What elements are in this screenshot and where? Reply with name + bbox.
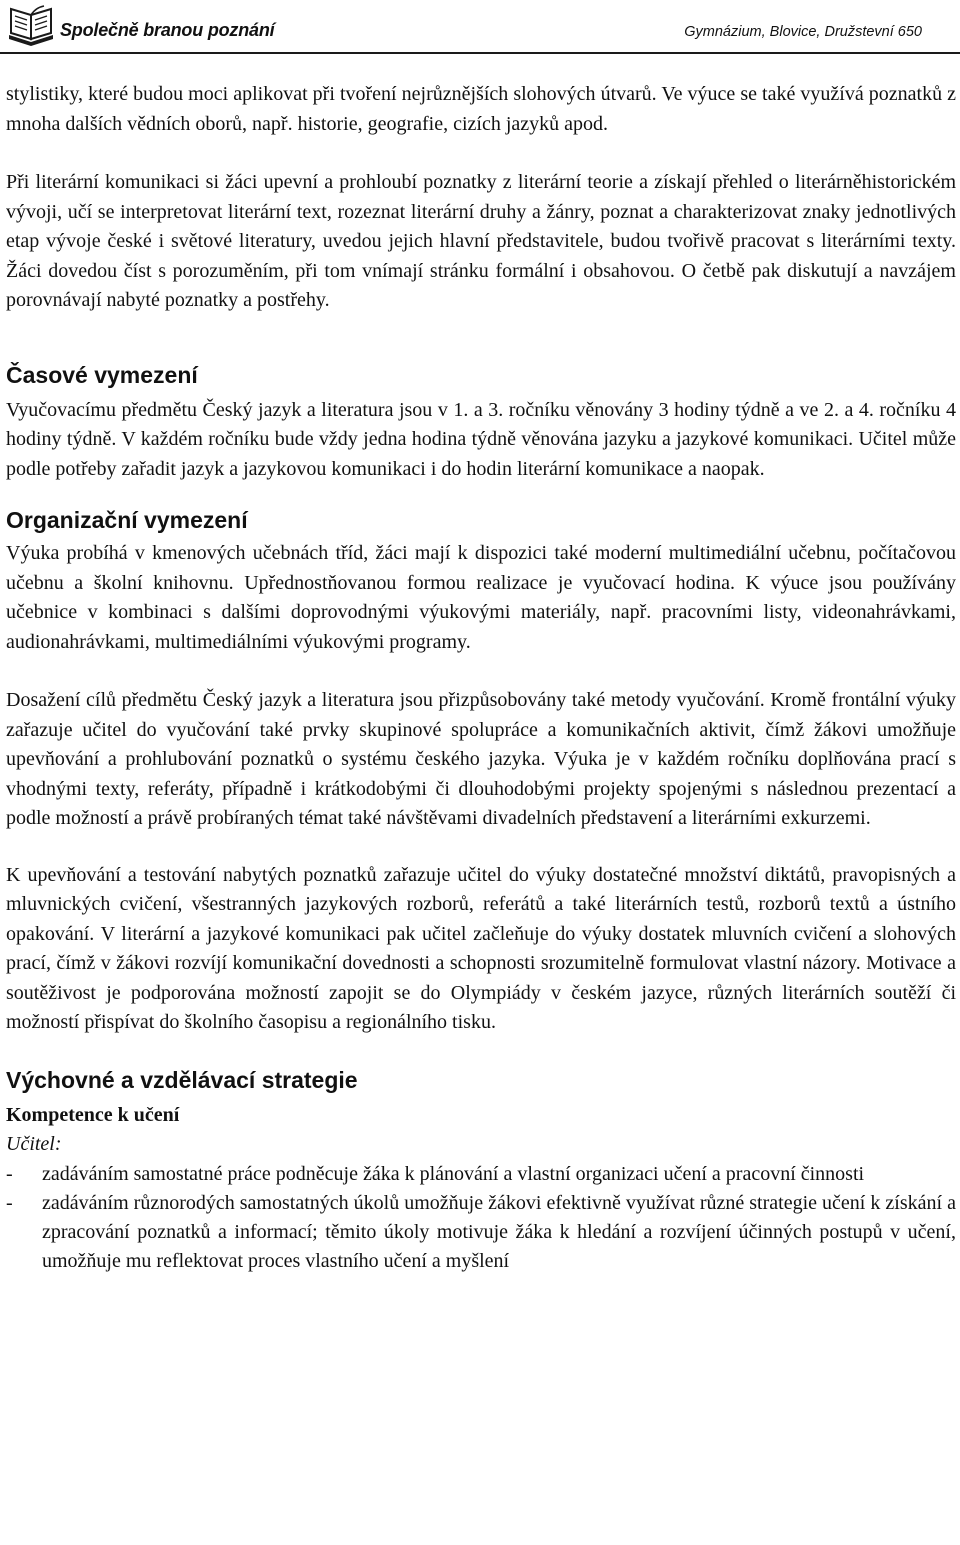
open-book-icon — [6, 5, 56, 47]
section-heading-organizacni-vymezeni: Organizační vymezení — [6, 507, 248, 533]
section-heading-strategie: Výchovné a vzdělávací strategie — [6, 1066, 358, 1093]
paragraph: Dosažení cílů předmětu Český jazyk a literatura jsou přizpůsobovány také metody vyučování. Kromě frontální výuky zařazuje učitel do vyučování také prvky skupinové spolupráce a komunikačních aktivit, čímž žákovi umožňuje upevňování a prohlubování poznatků o systému českého jazyka. Výuka je v každém ročníku doplňována prací s vhodnými texty, referáty, případně i krátkodobými či dlouhodobými projekty spojenými s následnou prezentací a podle možností a právě probíraných témat také návštěvami divadelních představení a literárními exkurzemi. — [6, 689, 956, 829]
list-item-text: zadáváním samostatné práce podněcuje žáka k plánování a vlastní organizaci učení a pracovní činnosti — [42, 1162, 865, 1185]
paragraph: Výuka probíhá v kmenových učebnách tříd, žáci mají k dispozici také moderní multimediální učebnu, počítačovou učebnu a školní knihovnu. Upřednostňovanou formou realizace je vyučovací hodina. K výuce jsou používány učebnice v kombinaci s dalšími doprovodnými výukovými materiály, např. pracovními listy, videonahrávkami, audionahrávkami, multimediálními výukovými programy. — [6, 542, 956, 653]
paragraph: Při literární komunikaci si žáci upevní a prohloubí poznatky z literární teorie a získají přehled o literárněhistorickém vývoji, učí se interpretovat literární text, rozeznat literární druhy a žánry, poznat a charakterizovat znaky jednotlivých etap vývoje české i světové literatury, uvedou jejich hlavní představitele, budou tvořivě pracovat s literárními texty. Žáci dovedou číst s porozuměním, při tom vnímají stránku formální i obsahovou. O četbě pak diskutují a navzájem porovnávají nabyté poznatky a postřehy. — [6, 171, 956, 311]
list-item — [6, 1189, 956, 1276]
paragraph: K upevňování a testování nabytých poznatků zařazuje učitel do výuky dostatečné množství diktátů, pravopisných a mluvnických cvičení, všestranných jazykových rozborů, referátů a také literárních testů, rozborů textů a ústního opakování. V literární a jazykové komunikaci pak učitel začleňuje do výuky dostatek mluvních cvičení a slohových prací, čímž v žákovi rozvíjí komunikační dovednosti a schopnosti srozumitelně formulovat vlastní názory. Motivace a soutěživost je podporována možností zapojit se do Olympiády v českém jazyce, různých literárních soutěží či možností přispívat do školního časopisu a regionálního tisku. — [6, 863, 956, 1033]
document-body — [6, 80, 956, 1276]
header-brand-title: Společně branou poznání — [60, 20, 275, 40]
dash-bullet: - — [6, 1191, 13, 1214]
dash-bullet: - — [6, 1162, 13, 1185]
role-label: Učitel: — [6, 1133, 62, 1155]
paragraph: stylistiky, které budou moci aplikovat při tvoření nejrůznějších slohových útvarů. Ve výuce se také využívá poznatků z mnoha dalších vědních oborů, např. historie, geografie, cizích jazyků apod. — [6, 83, 956, 135]
subsection-heading-kompetence-k-uceni: Kompetence k učení — [6, 1103, 180, 1126]
page-header — [0, 0, 960, 54]
strategy-list — [6, 1160, 956, 1276]
list-item — [6, 1160, 956, 1189]
header-school-name: Gymnázium, Blovice, Družstevní 650 — [684, 24, 922, 40]
list-item-text: zadáváním různorodých samostatných úkolů umožňuje žákovi efektivně využívat různé strategie učení k získání a zpracování poznatků a informací; těmito úkoly motivuje žáka k hledání a rozvíjení účinných postupů v učení, umožňuje mu reflektovat proces vlastního učení a myšlení — [42, 1191, 956, 1272]
paragraph: Vyučovacímu předmětu Český jazyk a literatura jsou v 1. a 3. ročníku věnovány 3 hodiny týdně a ve 2. a 4. ročníku 4 hodiny týdně. V každém ročníku bude vždy jedna hodina týdně věnována jazyku a jazykové komunikaci. Učitel může podle potřeby zařadit jazyk a jazykovou komunikaci i do hodin literární komunikace a naopak. — [6, 398, 956, 480]
section-heading-casove-vymezeni: Časové vymezení — [6, 361, 198, 388]
